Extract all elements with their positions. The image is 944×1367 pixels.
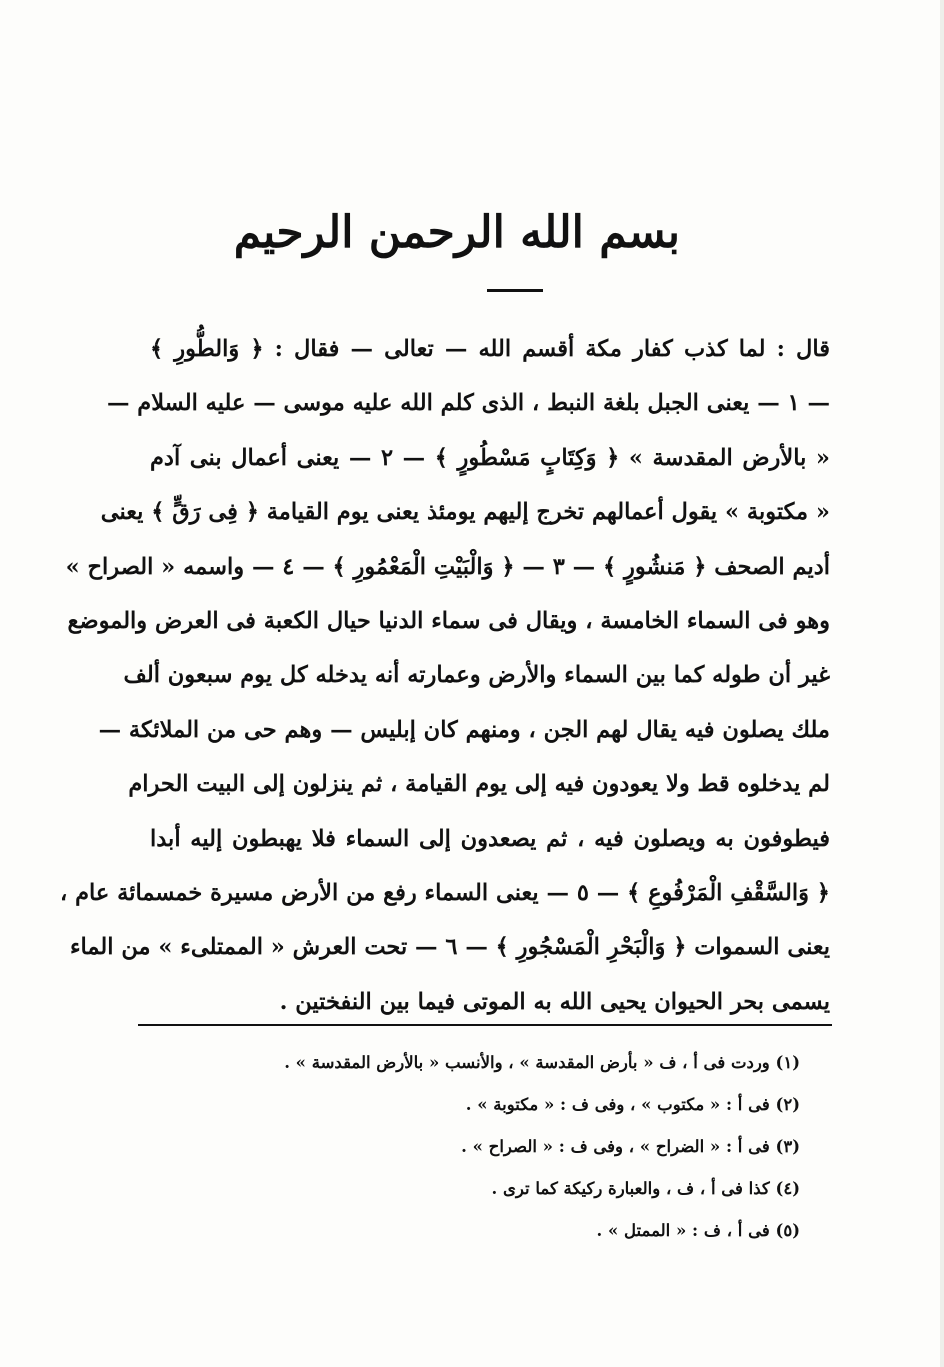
basmala-heading: بسم الله الرحمن الرحيم <box>233 207 680 258</box>
footnote-divider <box>138 1024 832 1026</box>
text-line: — ١ — يعنى الجبل بلغة النبط ، الذى كلم الله عليه موسى — عليه السلام — <box>106 390 830 417</box>
text-line: لم يدخلوه قط ولا يعودون فيه إلى يوم القيامة ، ثم ينزلون إلى البيت الحرام <box>128 771 830 798</box>
footnotes <box>200 1042 800 1252</box>
page-edge <box>940 0 944 1367</box>
main-text <box>60 322 830 1029</box>
text-line: ﴿ وَالسَّقْفِ الْمَرْفُوعِ ﴾ — ٥ — يعنى السماء رفع من الأرض مسيرة خمسمائة عام ، <box>60 879 830 906</box>
title-divider <box>487 289 543 292</box>
text-line: فيطوفون به ويصلون فيه ، ثم يصعدون إلى السماء فلا يهبطون إليه أبدا <box>150 825 830 852</box>
text-line: غير أن طوله كما بين السماء والأرض وعمارته أنه يدخله كل يوم سبعون ألف <box>123 662 830 689</box>
footnote: (٤) كذا فى أ ، ف ، والعبارة ركيكة كما ترى . <box>491 1179 800 1198</box>
text-line: يسمى بحر الحيوان يحيى الله به الموتى فيما بين النفختين . <box>279 988 830 1015</box>
text-line: قال : لما كذب كفار مكة أقسم الله — تعالى — فقال : ﴿ وَالطُّورِ ﴾ <box>150 336 830 362</box>
text-line: « بالأرض المقدسة » ﴿ وَكِتَابٍ مَسْطُورٍ ﴾ — ٢ — يعنى أعمال بنى آدم <box>150 444 830 471</box>
text-line: أديم الصحف ﴿ مَنشُورٍ ﴾ — ٣ — ﴿ وَالْبَيْتِ الْمَعْمُورِ ﴾ — ٤ — واسمه « الصراح » <box>65 553 830 580</box>
footnote: (٢) فى أ : « مكتوب » ، وفى ف : « مكتوبة » . <box>465 1095 800 1114</box>
text-line: ملك يصلون فيه يقال لهم الجن ، ومنهم كان إبليس — وهم حى من الملائكة — <box>98 716 830 743</box>
text-line: « مكتوبة » يقول أعمالهم تخرج إليهم يومئذ يعنى يوم القيامة ﴿ فِى رَقٍّ ﴾ يعنى <box>100 499 830 526</box>
text-line: وهو فى السماء الخامسة ، ويقال فى سماء الدنيا حيال الكعبة فى العرض والموضع <box>67 607 830 634</box>
footnote: (٣) فى أ : « الضراح » ، وفى ف : « الصراح » . <box>461 1137 800 1156</box>
text-line: يعنى السموات ﴿ وَالْبَحْرِ الْمَسْجُورِ ﴾ — ٦ — تحت العرش « الممتلىء » من الماء <box>69 934 830 961</box>
footnote: (٥) فى أ ، ف : « الممتل » . <box>596 1221 800 1240</box>
footnote: (١) وردت فى أ ، ف « بأرض المقدسة » ، والأنسب « بالأرض المقدسة » . <box>284 1053 800 1072</box>
